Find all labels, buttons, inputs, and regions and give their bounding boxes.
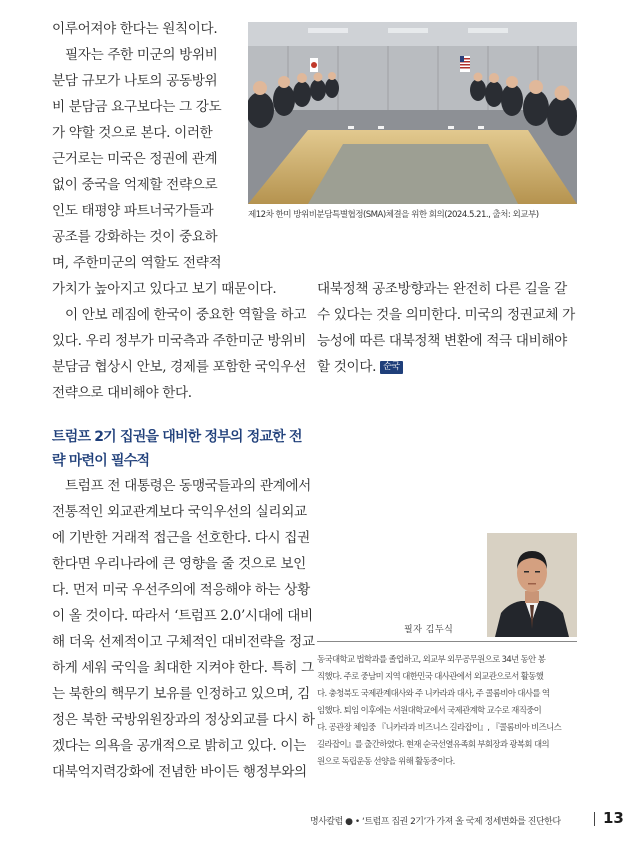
body-line: 이 올 것이다. 따라서 ‘트럼프 2.0’시대에 대비	[52, 608, 313, 624]
body-line: 며, 주한미군의 역할도 전략적	[52, 255, 222, 271]
body-line: 한다면 우리나라에 큰 영향을 줄 것으로 보인	[52, 556, 306, 572]
footer-divider	[594, 812, 595, 826]
body-line: 정은 북한 국방위원장과의 정상외교를 다시 하	[52, 712, 315, 728]
body-line: 겠다는 의욕을 공개적으로 밝히고 있다. 이는	[52, 738, 306, 754]
bio-line: 임했다. 퇴임 이후에는 서원대학교에서 국제관계학 교수로 재직중이	[317, 705, 542, 715]
body-line: 전통적인 외교관계보다 국익우선의 실리외교	[52, 504, 307, 520]
body-line: 하게 세워 국익을 최대한 지켜야 한다. 특히 그	[52, 660, 314, 676]
body-line: 필자는 주한 미군의 방위비	[65, 47, 218, 63]
bio-line: 직했다. 주로 중남미 지역 대한민국 대사관에서 외교관으로서 활동했	[317, 671, 544, 681]
author-divider	[317, 641, 577, 642]
body-line: 전략으로 대비해야 한다.	[52, 385, 192, 401]
meeting-photo	[248, 22, 577, 204]
body-line: 공조를 강화하는 것이 중요하	[52, 229, 218, 245]
running-footer: 명사칼럼 ● • ‘트럼프 집권 2기’가 가져 올 국제 정세변화를 진단한다	[310, 817, 561, 827]
bio-line: 다. 공관장 체임중 『니카라과 비즈니스 길라잡이』, 『콜롬비아 비즈니스	[317, 722, 562, 732]
body-line: 인도 태평양 파트너국가들과	[52, 203, 214, 219]
author-name: 필자 김두식	[404, 625, 454, 635]
bio-line: 원으로 독립운동 선양을 위해 활동중이다.	[317, 756, 455, 766]
body-line: 해 더욱 선제적이고 구체적인 대비전략을 정교	[52, 634, 315, 650]
body-line: 수 있다는 것을 의미한다. 미국의 정권교체 가	[317, 307, 575, 323]
body-line: 능성에 따른 대북정책 변환에 적극 대비해야	[317, 333, 567, 349]
section-heading: 트럼프 2기 집권을 대비한 정부의 정교한 전략 마련이 필수적	[52, 429, 302, 469]
body-line: 없이 중국을 억제할 전략으로	[52, 177, 218, 193]
bio-line: 다. 충청북도 국제관계대사와 주 니카라과 대사, 주 콜롬비아 대사를 역	[317, 688, 550, 698]
body-line: 대북정책 공조방향과는 완전히 다른 길을 갈	[317, 281, 567, 297]
body-line: 근거로는 미국은 정권에 관계	[52, 151, 218, 167]
body-line: 있다. 우리 정부가 미국측과 주한미군 방위비	[52, 333, 306, 349]
body-line: 는 북한의 핵무기 보유를 인정하고 있으며, 김	[52, 686, 310, 702]
bio-line: 길라잡이』를 출간하였다. 현재 순국선열유족회 부회장과 광복회 대의	[317, 739, 549, 749]
author-portrait	[487, 533, 577, 637]
page-number: 13	[603, 809, 624, 827]
body-line: 대북억지력강화에 전념한 바이든 행정부와의	[52, 764, 307, 780]
body-line: 가 약할 것으로 본다. 이러한	[52, 125, 213, 141]
body-line: 트럼프 전 대통령은 동맹국들과의 관계에서	[65, 478, 311, 494]
body-line: 가치가 높아지고 있다고 보기 때문이다.	[52, 281, 277, 297]
body-line: 이루어져야 한다는 원칙이다.	[52, 21, 218, 37]
bio-line: 동국대학교 법학과를 졸업하고, 외교부 외무공무원으로 34년 동안 봉	[317, 654, 546, 664]
body-line: 분담금 협상시 안보, 경제를 포함한 국익우선	[52, 359, 306, 375]
end-mark-badge: 순국	[380, 361, 403, 374]
body-line: 다. 먼저 미국 우선주의에 적응해야 하는 상황	[52, 582, 310, 598]
body-line: 비 분담금 요구보다는 그 강도	[52, 99, 222, 115]
body-line: 이 안보 레짐에 한국이 중요한 역할을 하고	[65, 307, 307, 323]
author-portrait-illustration	[487, 533, 577, 637]
body-line: 에 기반한 거래적 접근을 선호한다. 다시 집권	[52, 530, 310, 546]
photo-caption: 제12차 한미 방위비분담특별협정(SMA)체결을 위한 회의(2024.5.21., 출처: 외교부)	[248, 210, 539, 220]
body-line: 분담 규모가 나토의 공동방위	[52, 73, 218, 89]
body-line-text: 할 것이다.	[317, 359, 377, 375]
meeting-photo-illustration	[248, 22, 577, 204]
body-line-last	[317, 354, 403, 380]
